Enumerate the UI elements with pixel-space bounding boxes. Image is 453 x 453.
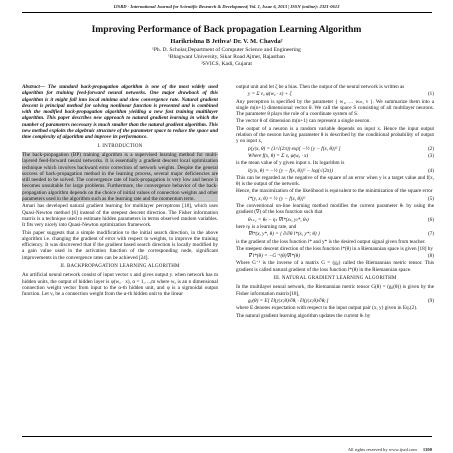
paper-authors: Harikrishna B Jethva¹ Dr. V. M. Chavda² <box>170 38 283 45</box>
text-paragraph: The steepest descent direction of the loss function l*(θ) in a Riemannian space is given [18] by <box>236 245 433 252</box>
text-paragraph: In the multilayer neural network, the Riemannian metric tensor G(θ) = (gᵢⱼ(θ)) is given by the Fisher information matrix[18], <box>236 284 434 297</box>
text-paragraph: Any perceptron is specified by the parameter { w₁, … wₘ, v }. We summarize them into a single m(n+1) dimensional vector θ. We call the space S consisting of all multilayer neurons. The parameter θ plays the role of a coordinate system of S. <box>236 98 434 118</box>
section-heading-backprop: II. BACKPROPAGATION LEARNING ALGORITHM <box>60 264 180 270</box>
equation-number: (9) <box>427 297 434 304</box>
equation-body: y = Σ vₐ φ(wₐ · x) + ζ <box>248 91 292 98</box>
text-paragraph: The natural gradient learning algorithm updates the current θₜ by <box>236 312 371 319</box>
equation-body: ∇l*(x, y*, θ) = { ∂/∂θ l*(x, y*; θ) } <box>248 231 320 238</box>
equation-body: l*(y, x, θ) = ½ {y − f(x, θ)}² <box>248 195 306 202</box>
copyright-text: All rights reserved by www.ijsrd.com <box>347 447 417 452</box>
section-heading-natural-gradient: III. NATURAL GRADIENT LEARNING ALGORITHM <box>273 276 397 282</box>
intro-paragraph-3: This paper suggests that a simple modification to the initial search direction, in the above algorithm i.e. changing the gradient of error with respect to weights, to improve the training efficiency. It was discovered that if the gradient based search direction is locally modified by a gain value used in the activation function of the corresponding node, significant improvements in the convergence rates can be achieved [24]. <box>22 229 218 261</box>
equation-9 <box>236 298 434 304</box>
equation-body: ∇̃ l*(θ) = −G⁻¹(θ)∇l*(θ) <box>248 253 300 260</box>
footer-rule <box>22 436 432 437</box>
equation-2 <box>236 146 434 152</box>
equation-number: (1) <box>427 91 434 98</box>
backprop-paragraph-1: An artificial neural network consist of input vector x and gives output y. when network has m hidden units, the output of hidden layer is φ(wₐ · x), α = 1,…,m where wₐ is an n dimensional connection weight vector from input to the α-th hidden unit, and φ is a sigmoidal output function. Let vₐ be a connection weight from the α-th hidden unit to the linear <box>22 272 218 298</box>
equation-number: (4) <box>427 167 434 174</box>
equation-body: gᵢⱼ(θ) = E[ ∂l(y|x;θ)/∂θᵢ · ∂l(y|x;θ)/∂θⱼ ] <box>248 297 329 304</box>
text-paragraph: is the gradient of the loss function l* and y* is the desired output signal given from teacher. <box>236 238 426 245</box>
text-paragraph: where E denotes expectation with respect to the input output pair (x, y) given in Eq.(2). <box>236 305 418 312</box>
right-column <box>236 84 434 320</box>
equation-8 <box>236 253 434 259</box>
equation-number: (8) <box>427 253 434 260</box>
intro-paragraph-1: The back-propagation (BP) training algorithm is a supervised learning method for multi-layered feed-forward neural networks. It is essentially a gradient descent local optimization technique which involves backward error correction of network weights. Despite the general success of back-propagation method in the learning process, several major deficiencies are still needed to be solved. The convergence rate of back-propagation is very low and hence it becomes unsuitable for large problems. Furthermore, the convergence behavior of the back-propagation algorithm depends on the choice of initial values of connection weights and other parameters used in the algorithm such as the learning rate and the momentum term. <box>22 151 218 203</box>
abstract: Abstract— The standard back-propagation algorithm is one of the most widely used algorithm for training feed-forward neural networks. One major drawback of this algorithm is it might fall into local minima and slow convergence rate. Natural gradient descent is principal method for solving nonlinear function is presented and is combined with the modified back-propagation algorithm yielding a new fast training multilayer algorithm. This paper describes new approach to natural gradient learning in which the number of parameters necessary is much smaller than the natural gradient algorithm. This new method exploits the algebraic structure of the parameter space to reduce the space and time complexity of algorithm and improve its performance. <box>22 84 218 141</box>
equation-6 <box>236 217 434 223</box>
affiliation-1: ¹Ph. D. Scholar,Department of Computer Science and Engineering <box>152 47 301 53</box>
equation-number: (7) <box>427 231 434 238</box>
equation-5 <box>236 196 434 202</box>
equation-body: θₜ₊₁ = θₜ − ηₜ ∇l*(xₜ, yₜ*, θₜ) <box>248 216 309 223</box>
equation-number: (6) <box>427 216 434 223</box>
equation-body: l(y|x, θ) = −½ {y − f(x, θ)}² − log(√(2π)) <box>248 167 333 174</box>
equation-body: p(y|x, θ) = (1/√(2π)) exp[ −½ {y − f(x, θ)}² ] <box>248 145 341 152</box>
affiliation-2: ¹Bhagwant University, Sikar Road Ajmer, Rajasthan <box>168 54 285 60</box>
left-column <box>22 84 218 299</box>
text-paragraph: is the mean value of y given input x. Its logarithm is <box>236 160 345 167</box>
journal-header: IJSRD - International Journal for Scientific Research & Development| Vol. 1, Issue 6, 2013 | ISSN (online): 2321-0613 <box>113 4 340 9</box>
equation-number: (5) <box>427 195 434 202</box>
text-paragraph: The vector θ of dimension m(n+1) can represent a single neuron. <box>236 118 371 125</box>
equation-number: (2) <box>427 145 434 152</box>
paper-title: Improving Performance of Back propagation Learning Algorithm <box>91 24 362 35</box>
page-number: 1300 <box>422 447 432 452</box>
text-paragraph: output unit and let ζ be a bias. Then the output of the neural network is written as <box>236 84 405 90</box>
footer-right <box>348 447 432 453</box>
text-paragraph: The output of a neuron is a random variable depends on input x. Hence the input output relation of the neuron having parameter θ is described by the conditional probability of output y on input x, <box>236 125 434 145</box>
text-paragraph: The conventional on-line learning method modifies the current parameter θₜ by using the gradient (∇) of the loss function such that <box>236 203 434 216</box>
text-paragraph: here ηₜ is a learning rate, and <box>236 223 297 230</box>
equation-7 <box>236 231 434 237</box>
equation-body: Where f(x, θ) = Σ vₐ φ(wₐ · x) <box>248 152 309 159</box>
text-paragraph: Hence, the maximization of the likelihood is equivalent to the minimization of the square error <box>236 188 433 195</box>
equation-3 <box>236 153 434 159</box>
equation-number: (3) <box>427 152 434 159</box>
header-rule <box>22 12 432 13</box>
equation-1 <box>236 91 434 97</box>
equation-4 <box>236 168 434 174</box>
intro-paragraph-2: Amari has developed natural gradient learning for multilayer perceptrons [18], which uses Quasi-Newton method [6] instead of the steepest descent direction. The Fisher information matrix is a technique used to estimate hidden parameters in terms observed random variables. It fits very nicely into Quasi-Newton optimization framework. <box>22 203 218 229</box>
text-paragraph: Where G⁻¹ is the inverse of a matrix G = (gᵢⱼ) called the Riemannian metric tensor. This gradient is called natural gradient of the loss function l*(θ) in the Riemannian space. <box>236 260 434 273</box>
text-paragraph: This can be regarded as the negative of the square of an error when y is a target value and f(x, θ) is the output of the network. <box>236 174 434 188</box>
affiliation-3: ²SVICS, Kadi, Gujarat <box>201 61 252 67</box>
section-heading-introduction: I. INTRODUCTION <box>97 143 143 149</box>
